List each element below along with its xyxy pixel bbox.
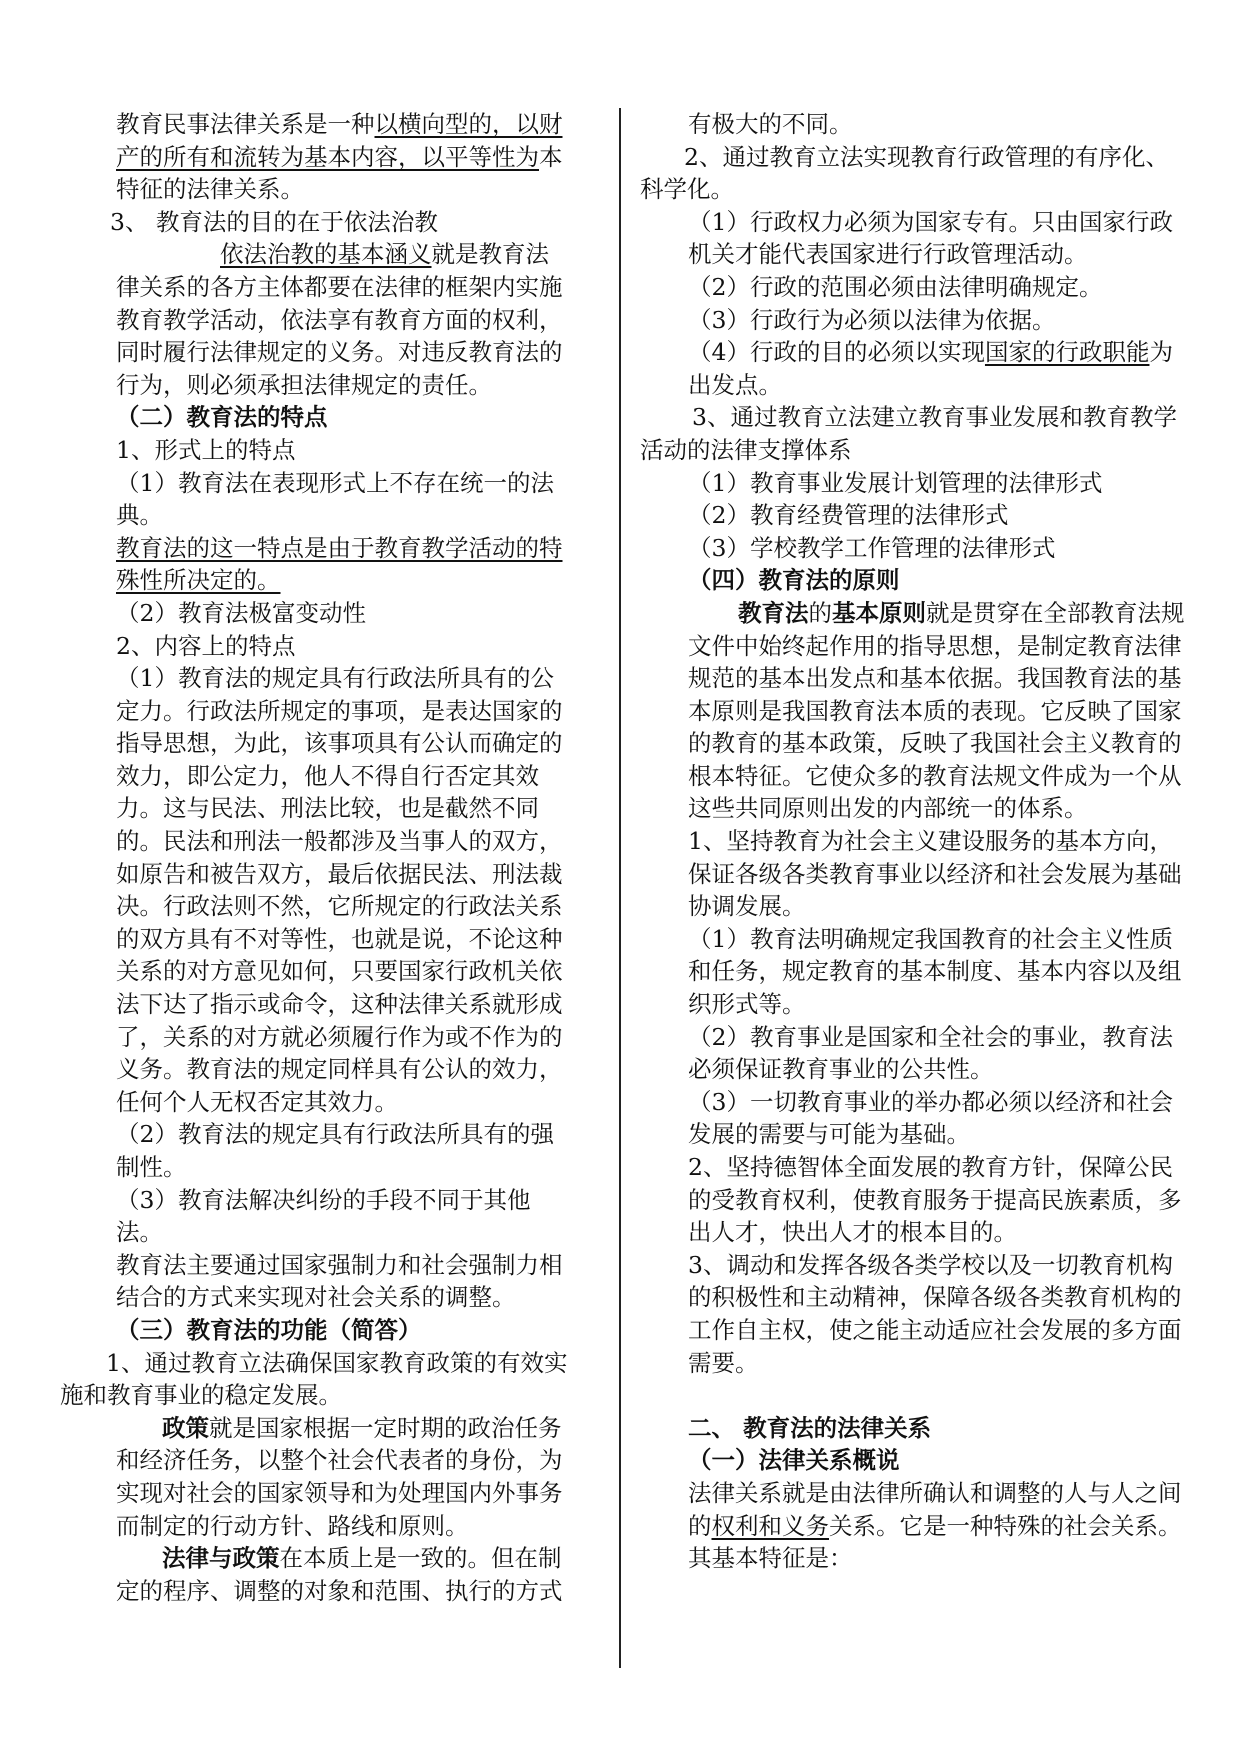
paragraph-principle-3: 3、调动和发挥各级各类学校以及一切教育机构的积极性和主动精神，保障各级各类教育机构的工作自主权，使之能主动适应社会发展的多方面需要。 [688,1250,1182,1377]
paragraph-principle-2: 2、坚持德智体全面发展的教育方针，保障公民的受教育权利，使教育服务于提高民族素质，多出人才，快出人才的根本目的。 [688,1153,1182,1247]
paragraph-form-2: （2）教育法极富变动性 [116,598,366,627]
item-3-heading: 3、 教育法的目的在于依法治教 [110,207,438,236]
paragraph-civil-relation: 教育民事法律关系是一种以横向型的，以财产的所有和流转为基本内容，以平等性为本特征的法律关系。 [116,110,563,204]
paragraph-support-3: （3）学校教学工作管理的法律形式 [688,533,1056,562]
blank-line [640,1379,1185,1412]
paragraph-law-and-policy: 法律与政策在本质上是一致的。但在制定的程序、调整的对象和范围、执行的方式 [116,1544,563,1605]
paragraph-principle-1-3: （3）一切教育事业的举办都必须以经济和社会发展的需要与可能为基础。 [688,1087,1173,1149]
subheading-form-features: 1、形式上的特点 [116,435,296,464]
right-column [640,108,1185,1575]
paragraph-admin-1: （1）行政权力必须为国家专有。只由国家行政机关才能代表国家进行行政管理活动。 [688,207,1173,269]
paragraph-content-1: （1）教育法的规定具有行政法所具有的公定力。行政法所规定的事项，是表达国家的指导思想，为此，该事项具有公认而确定的效力，即公定力，他人不得自行否定其效力。这与民法、刑法比较，也是截然不同的。民法和刑法一般都涉及当事人的双方，如原告和被告双方，最后依据民法、刑法裁决。行政法则不然，它所规定的行政法关系的双方具有不对等性，也就是说，不论这种关系的对方意见如何，只要国家行政机关依法下达了指示或命令，这种法律关系就形成了，关系的对方就必须履行作为或不作为的义务。教育法的规定同样具有公认的效力，任何个人无权否定其效力。 [116,664,563,1116]
paragraph-admin-2: （2）行政的范围必须由法律明确规定。 [688,272,1103,301]
paragraph-admin-4: （4）行政的目的必须以实现国家的行政职能为出发点。 [688,338,1173,399]
paragraph-function-3: 3、通过教育立法建立教育事业发展和教育教学活动的法律支撑体系 [640,403,1177,464]
section-heading-functions: （三）教育法的功能（简答） [116,1315,422,1344]
paragraph-policy-definition: 政策就是国家根据一定时期的政治任务和经济任务，以整个社会代表者的身份，为实现对社会的国家领导和为处理国内外事务而制定的行动方针、路线和原则。 [116,1413,563,1540]
paragraph-function-1: 1、通过教育立法确保国家教育政策的有效实施和教育事业的稳定发展。 [60,1348,568,1410]
paragraph-content-2: （2）教育法的规定具有行政法所具有的强制性。 [116,1120,554,1181]
paragraph-form-note: 教育法的这一特点是由于教育教学活动的特殊性所决定的。 [116,533,563,595]
paragraph-continued: 有极大的不同。 [688,110,853,138]
paragraph-legal-relation-definition: 法律关系就是由法律所确认和调整的人与人之间的权利和义务关系。它是一种特殊的社会关系。 [688,1478,1182,1540]
chapter-heading-legal-relations: 二、 教育法的法律关系 [688,1413,932,1442]
paragraph-form-1: （1）教育法在表现形式上不存在统一的法典。 [116,468,554,530]
subheading-content-features: 2、内容上的特点 [116,631,296,660]
section-heading-features: （二）教育法的特点 [116,403,328,432]
paragraph-rule-by-law: 依法治教的基本涵义就是教育法律关系的各方主体都要在法律的框架内实施教育教学活动，依法享有教育方面的权利，同时履行法律规定的义务。对违反教育法的行为，则必须承担法律规定的责任。 [116,240,563,399]
paragraph-basic-features: 其基本特征是： [688,1544,853,1573]
paragraph-support-1: （1）教育事业发展计划管理的法律形式 [688,468,1103,497]
paragraph-content-3: （3）教育法解决纠纷的手段不同于其他法。 [116,1185,531,1247]
section-heading-overview: （一）法律关系概说 [688,1446,900,1475]
paragraph-admin-3: （3）行政行为必须以法律为依据。 [688,305,1056,334]
column-divider [619,108,621,1668]
paragraph-content-summary: 教育法主要通过国家强制力和社会强制力相结合的方式来实现对社会关系的调整。 [116,1250,563,1312]
section-heading-principles: （四）教育法的原则 [688,566,900,595]
paragraph-support-2: （2）教育经费管理的法律形式 [688,501,1009,530]
paragraph-principle-1-1: （1）教育法明确规定我国教育的社会主义性质和任务，规定教育的基本制度、基本内容以及组织形式等。 [688,924,1182,1019]
left-column [60,108,570,1607]
paragraph-function-2: 2、通过教育立法实现教育行政管理的有序化、科学化。 [640,142,1169,204]
paragraph-principle-1-2: （2）教育事业是国家和全社会的事业，教育法必须保证教育事业的公共性。 [688,1022,1173,1084]
paragraph-basic-principles: 教育法的基本原则就是贯穿在全部教育法规文件中始终起作用的指导思想，是制定教育法律规范的基本出发点和基本依据。我国教育法的基本原则是我国教育法本质的表现。它反映了国家的教育的基本政策，反映了我国社会主义教育的根本特征。它使众多的教育法规文件成为一个从这些共同原则出发的内部统一的体系。 [688,598,1185,823]
paragraph-principle-1: 1、坚持教育为社会主义建设服务的基本方向，保证各级各类教育事业以经济和社会发展为基础协调发展。 [688,827,1182,921]
